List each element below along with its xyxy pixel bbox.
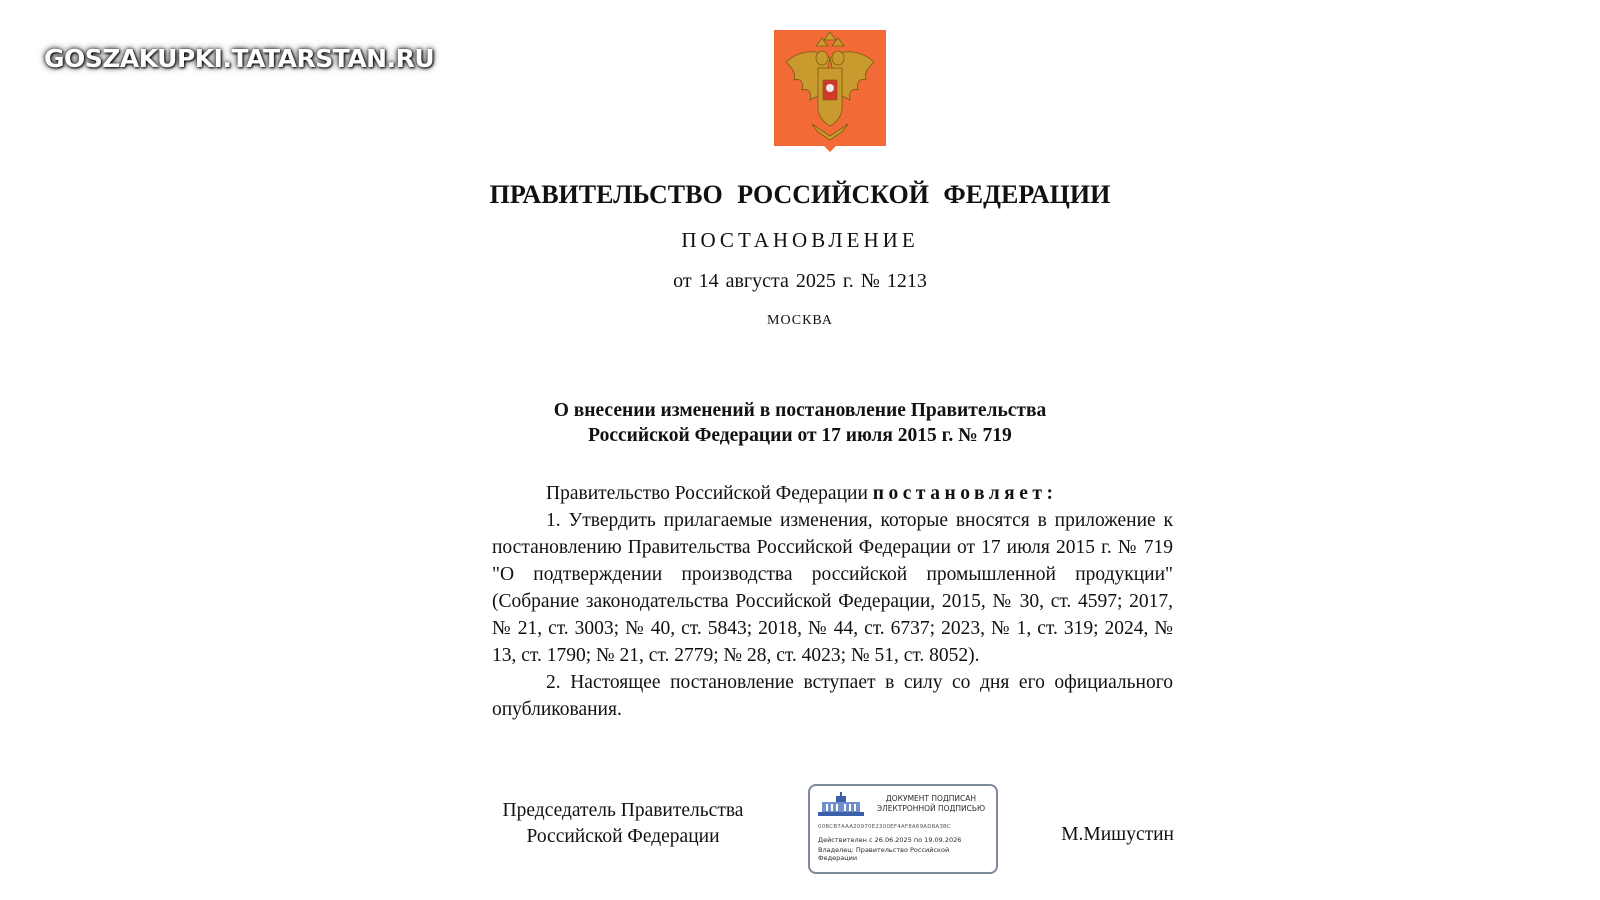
- preamble-resolves: постановляет:: [872, 483, 1058, 504]
- stamp-heading-line-1: ДОКУМЕНТ ПОДПИСАН: [885, 794, 977, 803]
- russian-coat-of-arms-icon: [772, 28, 888, 154]
- stamp-heading-line-2: ЭЛЕКТРОННОЙ ПОДПИСЬЮ: [876, 804, 986, 813]
- item-1-paragraph: 1. Утвердить прилагаемые изменения, которые вносятся в приложение к постановлению Правительства Российской Федерации от 17 июля 2015 г. № 719 "О подтверждении производства российской промышленной продукции" (Собрание законодательства Российской Федерации, 2015, № 30, ст. 4597; 2017, № 21, ст. 3003; № 40, ст. 5843; 2018, № 44, ст. 6737; 2023, № 1, ст. 319; 2024, № 13, ст. 1790; № 21, ст. 2779; № 28, ст. 4023; № 51, ст. 8052).: [492, 510, 1173, 666]
- document-type: ПОСТАНОВЛЕНИЕ: [681, 228, 919, 252]
- certificate-owner: Владелец: Правительство Российской Федерации: [818, 846, 950, 862]
- government-building-icon: [818, 792, 864, 818]
- electronic-signature-stamp: [808, 784, 998, 874]
- document-subject: [0, 398, 1600, 448]
- preamble-lead: Правительство Российской Федерации: [546, 483, 873, 504]
- document-body: [492, 480, 1173, 723]
- signer-title: [488, 798, 758, 850]
- government-title: ПРАВИТЕЛЬСТВО РОССИЙСКОЙ ФЕДЕРАЦИИ: [489, 180, 1111, 209]
- subject-line-2: Российской Федерации от 17 июля 2015 г. № 719: [588, 425, 1012, 446]
- item-2-paragraph: 2. Настоящее постановление вступает в силу со дня его официального опубликования.: [492, 672, 1173, 720]
- preamble-paragraph: [492, 480, 1173, 507]
- signer-name: М.Мишустин: [1061, 824, 1174, 845]
- signer-title-line-1: Председатель Правительства: [502, 800, 744, 821]
- document-date-number: от 14 августа 2025 г. № 1213: [673, 270, 927, 292]
- certificate-validity: Действителен с 26.06.2025 по 19.09.2026: [818, 836, 962, 844]
- stamp-heading: [868, 794, 994, 814]
- certificate-serial: 00BCB7AAA20970E2300EF4AF8A69AD8A3BC: [818, 824, 951, 830]
- site-watermark: GOSZAKUPKI.TATARSTAN.RU: [44, 44, 435, 73]
- document-city: МОСКВА: [767, 313, 833, 328]
- signer-title-line-2: Российской Федерации: [526, 826, 720, 847]
- subject-line-1: О внесении изменений в постановление Правительства: [553, 400, 1047, 421]
